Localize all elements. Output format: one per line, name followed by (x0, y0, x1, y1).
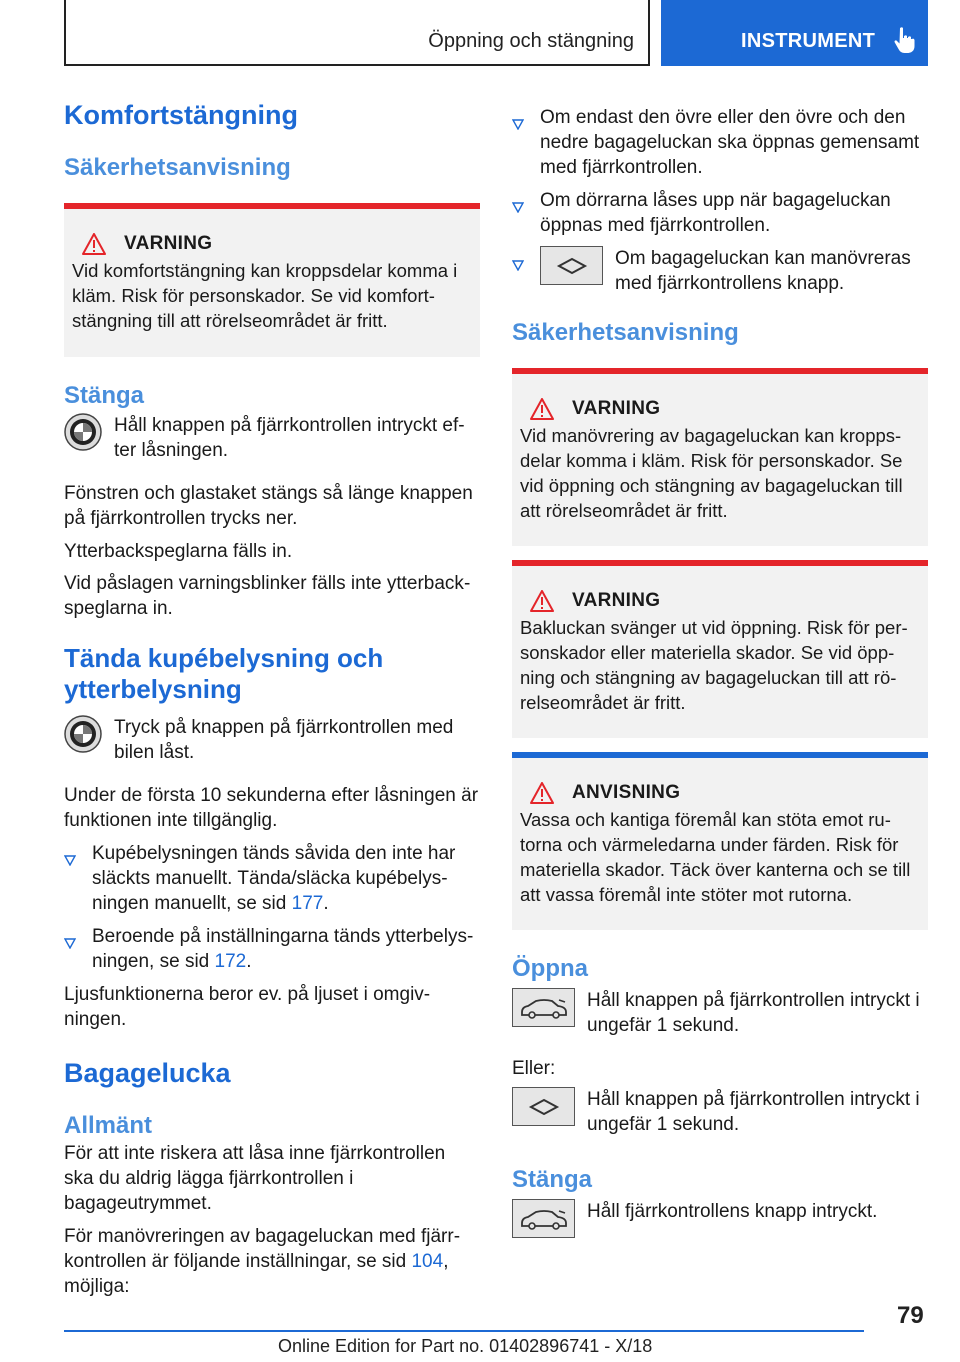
warning-title (520, 590, 920, 612)
page-link-104[interactable]: 104 (411, 1251, 444, 1272)
notice-title (520, 782, 920, 804)
bullet-triangle-icon (512, 188, 540, 220)
header-section-box (64, 0, 650, 66)
heading-safety-notice: Säkerhetsanvisning (512, 319, 739, 346)
paragraph-key-warning: För att inte riskera att låsa inne fjärrkontrollen ska du aldrig lägga fjärrkontrollen i bagageutrymmet. (64, 1143, 446, 1214)
close-instruction (512, 1199, 928, 1238)
page-number: 79 (897, 1302, 924, 1329)
footer-edition: Online Edition for Part no. 01402896741 - X/18 (278, 1336, 653, 1356)
paragraph-hazard: Vid påslagen varningsblinker fälls inte ytterbackspeglarna in. (64, 573, 471, 619)
heading-trunk: Bagagelucka (64, 1058, 231, 1088)
paragraph-delay: Under de första 10 sekunderna efter låsningen är funktionen inte tillgänglig. (64, 785, 479, 831)
header-chapter-label: INSTRUMENT (741, 30, 876, 52)
car-trunk-icon (512, 1199, 575, 1238)
notice-box (512, 752, 928, 930)
list-item (512, 246, 928, 296)
car-trunk-icon (512, 988, 575, 1027)
bullet-triangle-icon (64, 924, 92, 956)
page-link-172[interactable]: 172 (214, 951, 247, 972)
notice-text: Vassa och kantiga föremål kan stöta emot rutorna och värmeledarna under färden. Risk för materiella skador. Täck över kanterna och se till att vassa föremål inte stöter mot rutorna. (520, 809, 911, 905)
warning-box (512, 560, 928, 738)
paragraph-ambient: Ljusfunktionerna beror ev. på ljuset i omgivningen. (64, 984, 431, 1030)
list-item (64, 841, 480, 916)
warning-triangle-icon (530, 398, 554, 420)
bmw-key-icon (64, 413, 102, 451)
warning-text: Vid komfortstängning kan kroppsdelar komma i kläm. Risk för personskador. Se vid komfortstängning till att rörelseområdet är fritt. (72, 260, 458, 331)
bullet-text-end: . (246, 951, 252, 972)
heading-comfort-closing: Komfortstängning (64, 100, 298, 130)
bullet-text: Beroende på inställningarna tänds ytterbelysningen, se sid (92, 926, 474, 972)
lights-instruction (64, 715, 480, 765)
footer-divider (64, 1330, 864, 1332)
list-item (512, 105, 928, 180)
warning-title (72, 233, 472, 255)
right-column (512, 105, 928, 1238)
open-instruction (512, 988, 928, 1038)
close-instruction-text: Håll knappen på fjärrkontrollen intryckt efter låsningen. (114, 415, 465, 461)
bullet-text: Om endast den övre eller den övre och den nedre bagageluckan ska öppnas gemensamt med fjärrkontrollen. (540, 107, 920, 178)
warning-triangle-icon (82, 233, 106, 255)
close-instruction-text: Håll fjärrkontrollens knapp intryckt. (587, 1201, 878, 1222)
close-instruction (64, 413, 480, 463)
bullet-text: Kupébelysningen tänds såvida den inte har släckts manuellt. Tända/släcka kupébelysningen manuellt, se sid (92, 843, 456, 914)
list-item (64, 924, 480, 974)
heading-close: Stänga (64, 382, 145, 409)
open-instruction-text: Håll knappen på fjärrkontrollen intryckt i ungefär 1 sekund. (587, 1089, 920, 1135)
warning-title-text: VARNING (572, 590, 661, 611)
bullet-triangle-icon (512, 105, 540, 137)
heading-general: Allmänt (64, 1112, 153, 1139)
notice-title-text: ANVISNING (572, 782, 681, 803)
warning-text: Vid manövrering av bagageluckan kan kroppsdelar komma i kläm. Risk för personskador. Se vid öppning och stängning av bagageluckan till att rörelseområdet är fritt. (520, 425, 903, 521)
trunk-button-icon (512, 1087, 575, 1126)
warning-box (64, 203, 480, 357)
paragraph-windows: Fönstren och glastaket stängs så länge knappen på fjärrkontrollen trycks ner. (64, 483, 473, 529)
warning-title-text: VARNING (124, 233, 213, 254)
warning-title-text: VARNING (572, 398, 661, 419)
heading-close: Stänga (512, 1166, 593, 1193)
header-section-title: Öppning och stängning (428, 30, 634, 52)
heading-open: Öppna (512, 955, 588, 982)
warning-title (520, 398, 920, 420)
bullet-text-end: . (323, 893, 329, 914)
paragraph-settings: För manövreringen av bagageluckan med fjärrkontrollen är följande inställningar, se sid (64, 1226, 461, 1272)
trunk-button-icon (540, 246, 603, 285)
paragraph-or: Eller: (512, 1058, 556, 1079)
warning-box (512, 368, 928, 546)
bullet-triangle-icon (512, 246, 540, 278)
paragraph-mirrors: Ytterbackspeglarna fälls in. (64, 541, 293, 562)
heading-lights: Tända kupébelysning och ytterbelysning (64, 643, 384, 704)
page-link-177[interactable]: 177 (291, 893, 324, 914)
open-instruction-text: Håll knappen på fjärrkontrollen intryckt i ungefär 1 sekund. (587, 990, 920, 1036)
open-instruction-alt (512, 1087, 928, 1137)
bullet-text: Om dörrarna låses upp när bagageluckan öppnas med fjärrkontrollen. (540, 190, 891, 236)
bmw-key-icon (64, 715, 102, 753)
bullet-text: Om bagageluckan kan manövreras med fjärrkontrollens knapp. (615, 248, 911, 294)
warning-triangle-icon (530, 590, 554, 612)
paragraph-settings-end: , möjliga: (64, 1251, 449, 1297)
lights-instruction-text: Tryck på knappen på fjärrkontrollen med bilen låst. (114, 717, 454, 763)
warning-text: Bakluckan svänger ut vid öppning. Risk för personskador eller materiella skador. Se vid öppning och stängning av bagageluckan till att rörelseområdet är fritt. (520, 617, 908, 713)
warning-triangle-icon (530, 782, 554, 804)
pointing-hand-icon (893, 26, 917, 54)
list-item (512, 188, 928, 238)
header-chapter-tab[interactable] (661, 0, 928, 66)
left-column (64, 100, 480, 1299)
bullet-triangle-icon (64, 841, 92, 873)
heading-safety-notice: Säkerhetsanvisning (64, 154, 291, 181)
